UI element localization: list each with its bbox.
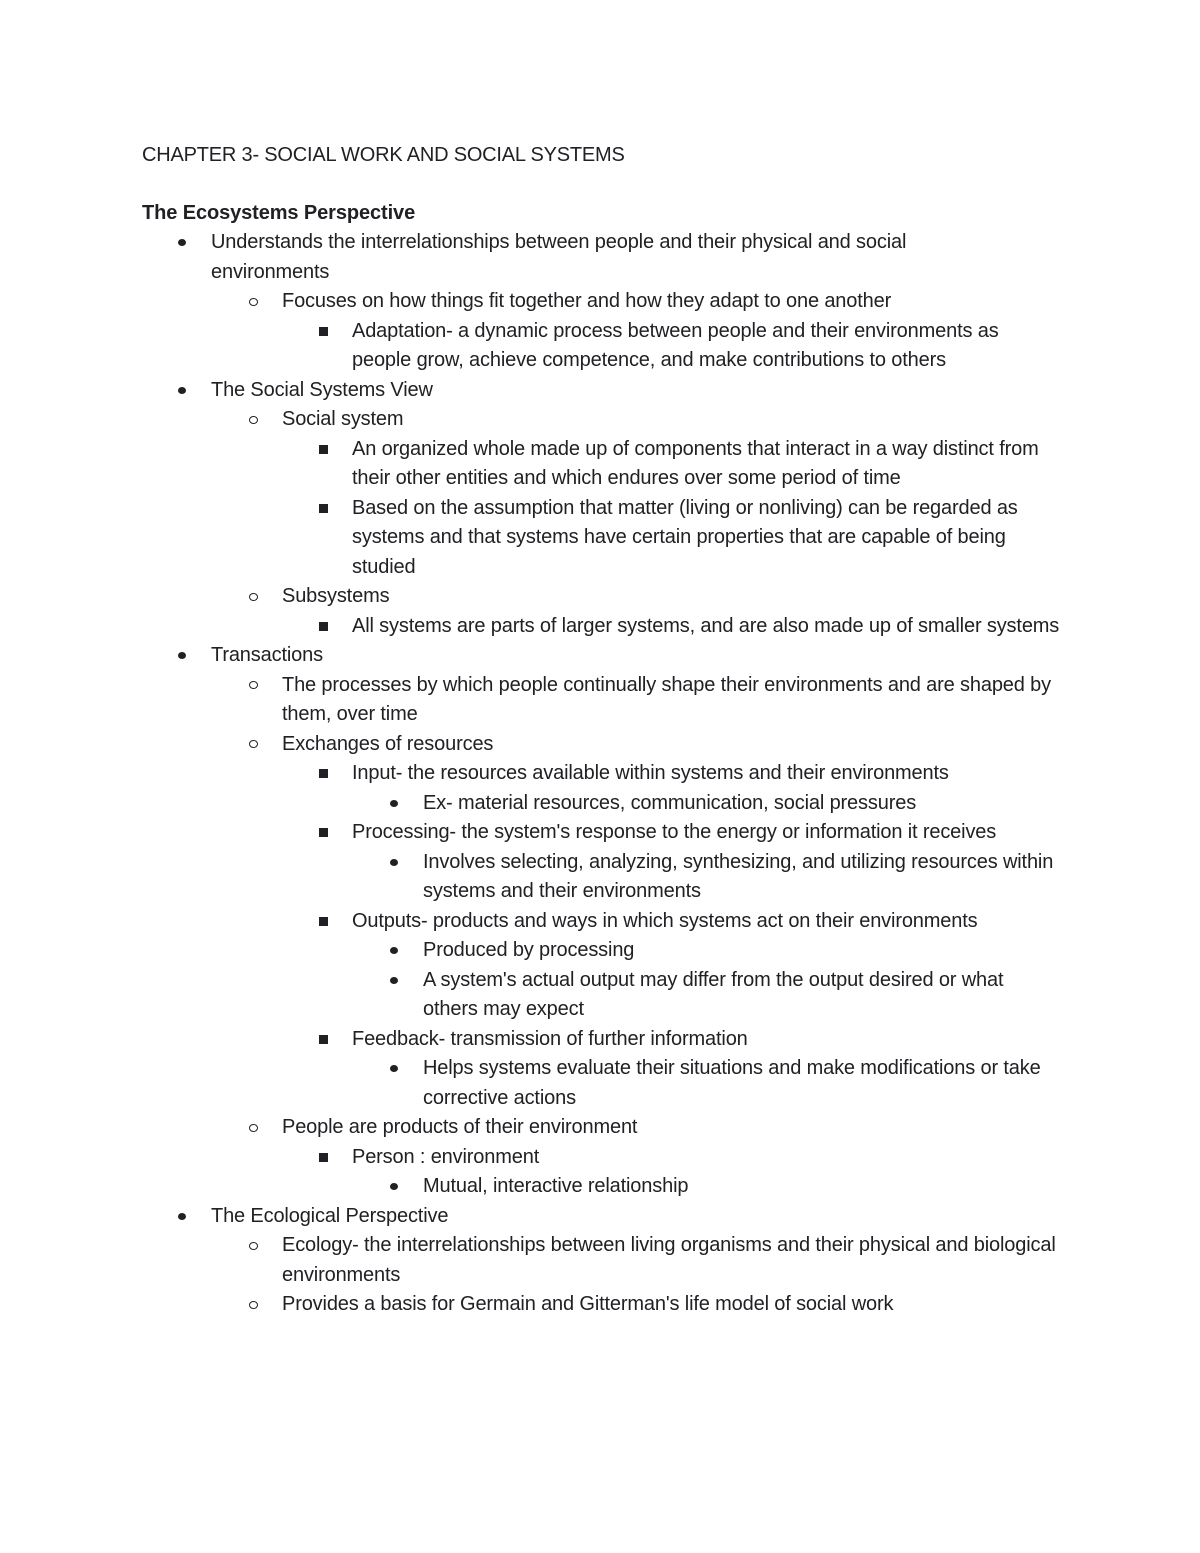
outline-list — [0, 228, 1200, 1320]
outline-item-text: Understands the interrelationships between people and their physical and social environments — [211, 231, 907, 283]
bullet-dot-icon — [386, 1172, 402, 1202]
bullet-dot-icon — [386, 848, 402, 878]
outline-item-level-2 — [0, 730, 1062, 760]
bullet-dot-icon — [174, 641, 190, 671]
outline-item-level-3 — [0, 494, 1062, 583]
bullet-square-icon — [315, 818, 331, 848]
outline-item-text: Input- the resources available within systems and their environments — [352, 762, 949, 784]
outline-item-level-3 — [0, 1143, 1062, 1173]
outline-item-level-2 — [0, 1113, 1062, 1143]
outline-item-text: Ecology- the interrelationships between living organisms and their physical and biological environments — [282, 1234, 1056, 1286]
outline-item-level-4 — [0, 1172, 1063, 1202]
bullet-dot-icon — [174, 228, 190, 258]
outline-item-text: All systems are parts of larger systems, and are also made up of smaller systems — [352, 614, 1060, 637]
outline-item-level-4 — [0, 936, 1063, 966]
outline-item-text: The Ecological Perspective — [211, 1204, 449, 1227]
bullet-dot-icon — [174, 376, 190, 406]
outline-item-level-3 — [0, 759, 1062, 789]
bullet-square-icon — [315, 612, 331, 642]
outline-item-level-3 — [0, 612, 1062, 642]
outline-item-level-1 — [0, 641, 991, 671]
bullet-circle-icon — [245, 405, 261, 435]
outline-item-level-4 — [0, 1054, 1063, 1113]
outline-item-level-2 — [0, 1231, 1062, 1290]
bullet-circle-icon — [245, 287, 261, 317]
outline-item-level-4 — [0, 789, 1063, 819]
chapter-title: CHAPTER 3- SOCIAL WORK AND SOCIAL SYSTEMS — [142, 144, 625, 166]
outline-item-text: People are products of their environment — [282, 1116, 638, 1138]
bullet-square-icon — [315, 494, 331, 524]
outline-item-level-1 — [0, 1202, 991, 1232]
outline-item-text: Person : environment — [352, 1145, 540, 1168]
outline-item-level-3 — [0, 317, 1062, 376]
outline-item-level-4 — [0, 848, 1063, 907]
outline-item-level-3 — [0, 1025, 1062, 1055]
bullet-dot-icon — [386, 1054, 402, 1084]
outline-item-text: Exchanges of resources — [282, 732, 494, 755]
outline-item-level-2 — [0, 287, 1062, 317]
outline-item-text: Feedback- transmission of further information — [352, 1027, 748, 1050]
outline-item-level-1 — [0, 376, 991, 406]
outline-item-text: Processing- the system's response to the energy or information it receives — [352, 821, 997, 843]
outline-item-text: Helps systems evaluate their situations and make modifications or take corrective actions — [423, 1057, 1041, 1109]
bullet-circle-icon — [245, 1113, 261, 1143]
outline-item-level-3 — [0, 435, 1062, 494]
outline-item-text: Based on the assumption that matter (living or nonliving) can be regarded as systems and that systems have certain properties that are capable of being studied — [352, 496, 1018, 578]
outline-item-level-2 — [0, 671, 1062, 730]
outline-item-text: Transactions — [211, 644, 323, 666]
bullet-square-icon — [315, 1143, 331, 1173]
outline-item-level-1 — [0, 228, 991, 287]
bullet-circle-icon — [245, 671, 261, 701]
outline-item-level-2 — [0, 1290, 1062, 1320]
outline-item-text: Produced by processing — [423, 939, 635, 961]
outline-item-text: Social system — [282, 408, 404, 430]
outline-item-text: Focuses on how things fit together and how they adapt to one another — [282, 290, 892, 312]
bullet-circle-icon — [245, 1290, 261, 1320]
outline-item-level-2 — [0, 405, 1062, 435]
bullet-dot-icon — [386, 936, 402, 966]
outline-item-text: Mutual, interactive relationship — [423, 1175, 689, 1197]
bullet-dot-icon — [386, 966, 402, 996]
section-heading: The Ecosystems Perspective — [142, 202, 416, 224]
bullet-square-icon — [315, 759, 331, 789]
bullet-square-icon — [315, 435, 331, 465]
bullet-dot-icon — [386, 789, 402, 819]
outline-item-text: An organized whole made up of components that interact in a way distinct from their other entities and which endures over some period of time — [352, 437, 1039, 489]
outline-item-text: Involves selecting, analyzing, synthesizing, and utilizing resources within systems and their environments — [423, 850, 1054, 902]
outline-item-level-4 — [0, 966, 1063, 1025]
outline-item-text: Ex- material resources, communication, social pressures — [423, 791, 917, 814]
outline-item-level-3 — [0, 818, 1062, 848]
bullet-circle-icon — [245, 582, 261, 612]
bullet-circle-icon — [245, 1231, 261, 1261]
outline-item-text: Adaptation- a dynamic process between people and their environments as people grow, achieve competence, and make contributions to others — [352, 319, 999, 371]
outline-item-text: Subsystems — [282, 585, 390, 607]
outline-item-text: Provides a basis for Germain and Gitterman's life model of social work — [282, 1293, 894, 1315]
outline-item-text: The processes by which people continually shape their environments and are shaped by them, over time — [282, 673, 1051, 725]
outline-item-level-3 — [0, 907, 1062, 937]
outline-item-level-2 — [0, 582, 1062, 612]
outline-item-text: Outputs- products and ways in which systems act on their environments — [352, 909, 978, 932]
outline-item-text: The Social Systems View — [211, 378, 433, 401]
outline-item-text: A system's actual output may differ from the output desired or what others may expect — [423, 968, 1004, 1020]
bullet-square-icon — [315, 907, 331, 937]
bullet-square-icon — [315, 1025, 331, 1055]
bullet-square-icon — [315, 317, 331, 347]
bullet-dot-icon — [174, 1202, 190, 1232]
bullet-circle-icon — [245, 730, 261, 760]
